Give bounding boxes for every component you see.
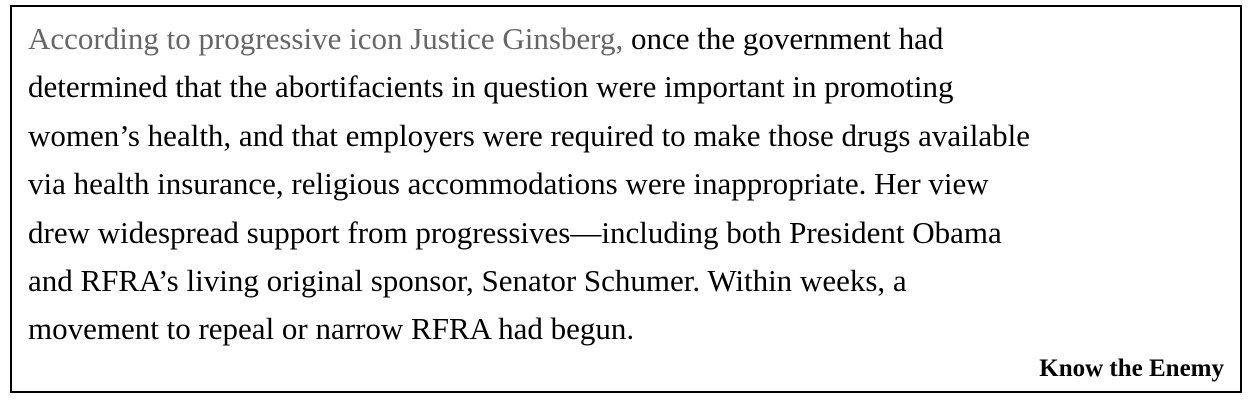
- quote-line-5: drew widespread support from progressives—including both President Obama: [28, 214, 1002, 250]
- quote-box: [10, 5, 1242, 393]
- quote-line-1-rest: once the government had: [623, 21, 944, 56]
- quote-line-2: determined that the abortifacients in question were important in promoting: [28, 69, 954, 105]
- quote-line-1: [28, 15, 1228, 63]
- quote-link-justice-ginsberg[interactable]: According to progressive icon Justice Ginsberg,: [28, 21, 624, 56]
- quote-line-3: women’s health, and that employers were required to make those drugs available: [28, 117, 1031, 153]
- quote-attribution: Know the Enemy: [1039, 355, 1224, 382]
- quote-line-4: via health insurance, religious accommodations were inappropriate. Her view: [28, 166, 989, 202]
- quote-line-6: and RFRA’s living original sponsor, Senator Schumer. Within weeks, a: [28, 263, 907, 299]
- quote-body: [28, 15, 1228, 354]
- quote-line-7: movement to repeal or narrow RFRA had begun.: [28, 311, 635, 347]
